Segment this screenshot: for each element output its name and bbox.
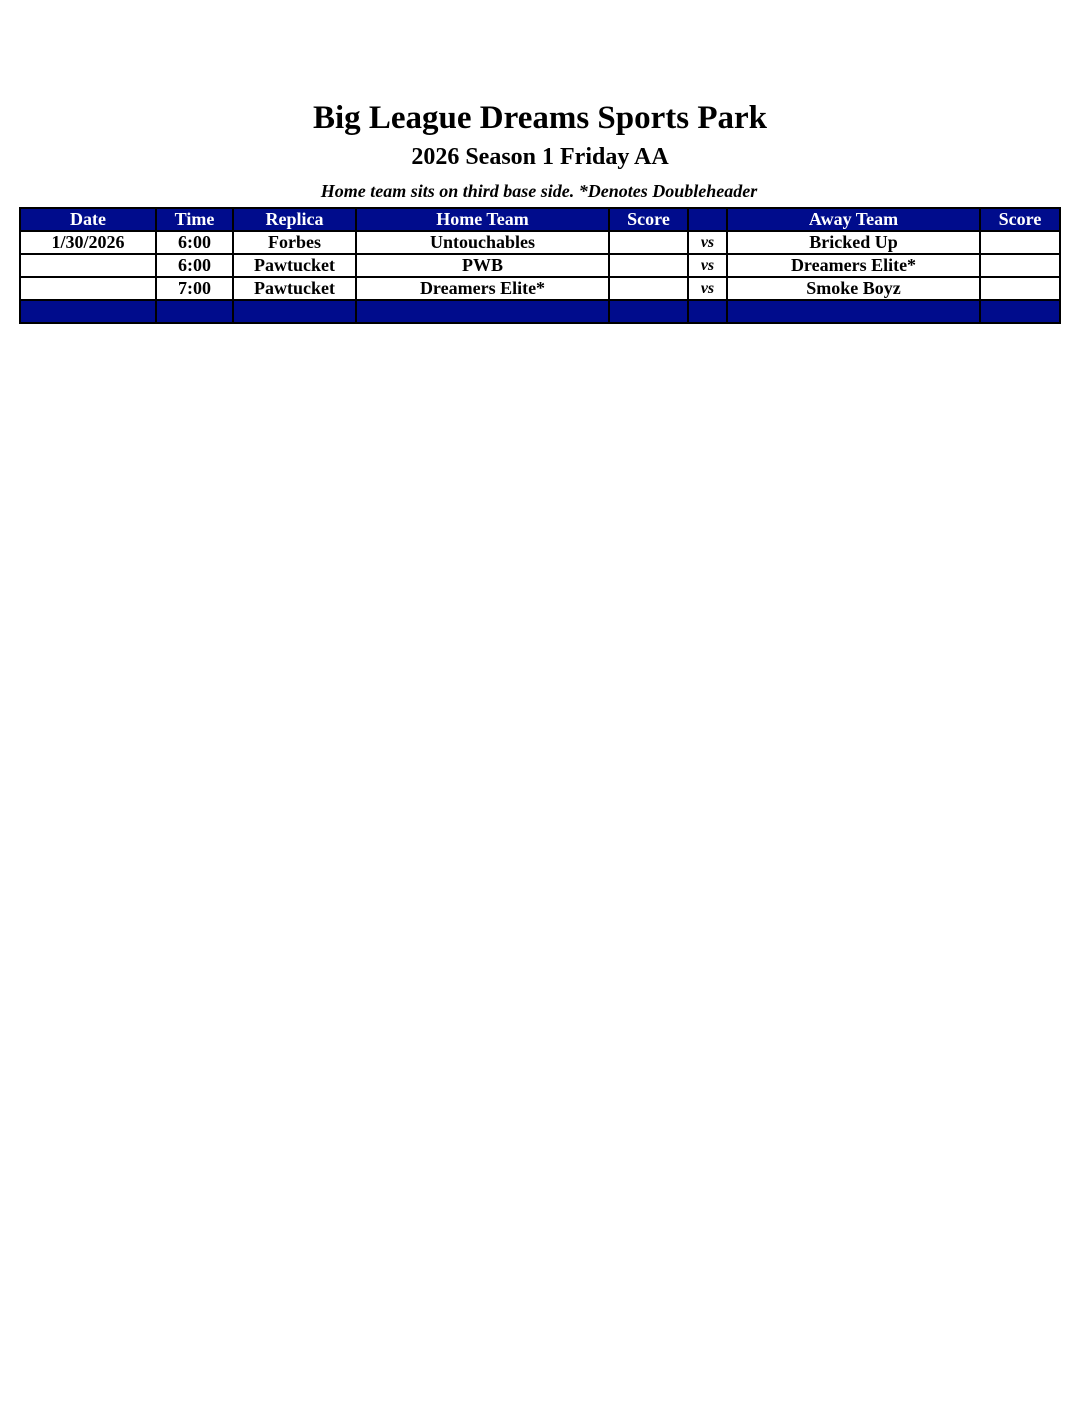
column-header-away-team: Away Team xyxy=(727,208,980,231)
column-header-away-score: Score xyxy=(980,208,1060,231)
cell-date: 1/30/2026 xyxy=(20,231,156,254)
footer-cell xyxy=(356,300,609,323)
cell-home-score xyxy=(609,231,688,254)
cell-home-team: PWB xyxy=(356,254,609,277)
footer-cell xyxy=(980,300,1060,323)
cell-vs: vs xyxy=(688,277,727,300)
table-row xyxy=(20,277,1060,300)
page-subtitle: 2026 Season 1 Friday AA xyxy=(411,144,669,170)
cell-away-score xyxy=(980,277,1060,300)
cell-home-team: Untouchables xyxy=(356,231,609,254)
cell-time: 6:00 xyxy=(156,231,233,254)
cell-vs: vs xyxy=(688,231,727,254)
cell-replica: Forbes xyxy=(233,231,356,254)
cell-away-score xyxy=(980,231,1060,254)
cell-away-team: Smoke Boyz xyxy=(727,277,980,300)
column-header-home-score: Score xyxy=(609,208,688,231)
footer-cell xyxy=(609,300,688,323)
schedule-table xyxy=(19,207,1061,324)
cell-replica: Pawtucket xyxy=(233,277,356,300)
page-title: Big League Dreams Sports Park xyxy=(312,100,768,136)
footer-cell xyxy=(233,300,356,323)
cell-away-team: Bricked Up xyxy=(727,231,980,254)
cell-time: 7:00 xyxy=(156,277,233,300)
table-row xyxy=(20,254,1060,277)
cell-away-team: Dreamers Elite* xyxy=(727,254,980,277)
cell-home-team: Dreamers Elite* xyxy=(356,277,609,300)
column-header-home-team: Home Team xyxy=(356,208,609,231)
table-header-row xyxy=(20,208,1060,231)
cell-home-score xyxy=(609,277,688,300)
footer-cell xyxy=(20,300,156,323)
footer-cell xyxy=(156,300,233,323)
column-header-vs xyxy=(688,208,727,231)
cell-date xyxy=(20,277,156,300)
cell-date xyxy=(20,254,156,277)
cell-home-score xyxy=(609,254,688,277)
table-row xyxy=(20,231,1060,254)
column-header-date: Date xyxy=(20,208,156,231)
cell-vs: vs xyxy=(688,254,727,277)
cell-away-score xyxy=(980,254,1060,277)
schedule-note: Home team sits on third base side. *Denotes Doubleheader xyxy=(320,181,758,201)
footer-cell xyxy=(688,300,727,323)
footer-cell xyxy=(727,300,980,323)
cell-time: 6:00 xyxy=(156,254,233,277)
cell-replica: Pawtucket xyxy=(233,254,356,277)
column-header-replica: Replica xyxy=(233,208,356,231)
table-footer-band xyxy=(20,300,1060,323)
column-header-time: Time xyxy=(156,208,233,231)
